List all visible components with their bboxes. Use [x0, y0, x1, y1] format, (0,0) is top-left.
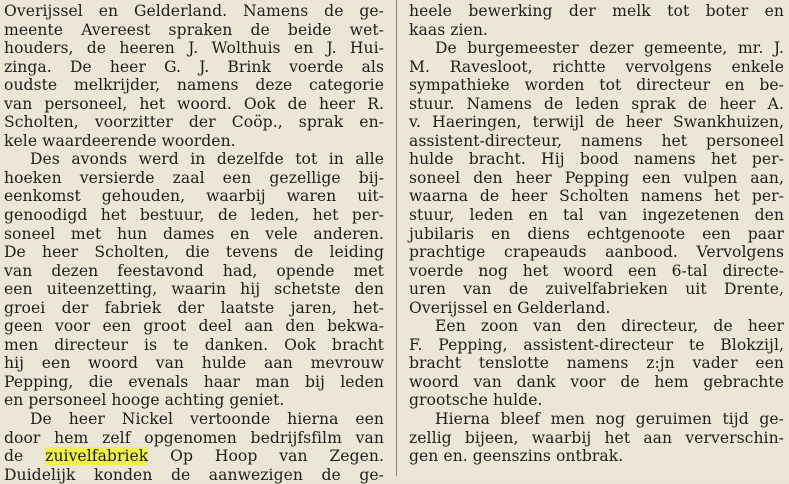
text-line: stuur, leden en tal van ingezetenen den: [409, 206, 784, 225]
text-line: stuur. Namens de leden sprak de heer A.: [409, 94, 784, 113]
text-line: Hierna bleef men nog geruimen tijd ge-: [435, 410, 784, 429]
text-line: uren van de zuivelfabrieken uit Drente,: [409, 280, 784, 299]
text-line: hulde bracht. Hij bood namens het per-: [409, 150, 784, 169]
text-line: soneel met hun dames en vele anderen.: [4, 224, 384, 243]
left-text-column: [4, 2, 384, 484]
text-line: prachtige crapeauds aanbood. Vervolgens: [409, 243, 784, 262]
column-divider: [396, 0, 397, 476]
text-line: grootsche hulde.: [409, 391, 543, 410]
text-line: M. Ravesloot, richtte vervolgens enkele: [409, 57, 784, 76]
text-line: oudste melkrijder, namens deze categorie: [4, 76, 384, 95]
text-line: v. Haeringen, terwijl de heer Swankhuizen,: [409, 113, 784, 132]
text-line: men directeur is te danken. Ook bracht: [4, 335, 384, 354]
text-line: assistent-directeur, namens het personeel: [409, 131, 784, 150]
text-line: heele bewerking der melk tot boter en: [409, 2, 784, 20]
text-line: kele waardeerende woorden.: [4, 131, 236, 150]
text-line: groei der fabriek der laatste jaren, het-: [4, 298, 384, 317]
text-line: Scholten, voorzitter der Coöp., sprak en-: [4, 113, 384, 132]
text-line: van dezen feestavond had, opende met: [4, 261, 384, 280]
text-line: [4, 447, 384, 466]
text-line: gen en. geenszins ontbrak.: [409, 447, 624, 466]
text-line: Pepping, die evenals haar man bij leden: [4, 372, 384, 391]
text-line: hij een woord van hulde aan mevrouw: [4, 354, 384, 373]
text-line: De heer Nickel vertoonde hierna een: [30, 410, 384, 429]
text-line: zinga. De heer G. J. Brink voerde als: [4, 57, 384, 76]
text-line: jubilaris en diens echtgenoote een paar: [409, 224, 784, 243]
text-line: en personeel hooge achting geniet.: [4, 391, 285, 410]
text-line: meente Avereest spraken de beide wet-: [4, 20, 384, 39]
text-line: Overijssel en Gelderland. Namens de ge-: [4, 2, 384, 20]
text-line: sympathieke worden tot directeur en be-: [409, 76, 784, 95]
text-line: F. Pepping, assistent-directeur te Blokzijl,: [409, 335, 784, 354]
highlighted-search-term: zuivelfabriek: [45, 447, 149, 466]
text-line: bracht tenslotte namens z:jn vader een: [409, 354, 784, 373]
text-line: houders, de heeren J. Wolthuis en J. Hui-: [4, 39, 384, 58]
text-line: een uiteenzetting, waarin hij schetste den: [4, 280, 384, 299]
text-line: waarna de heer Scholten namens het per-: [409, 187, 784, 206]
text-segment: Op Hoop van Zegen.: [148, 447, 384, 466]
text-line: soneel den heer Pepping een vulpen aan,: [409, 168, 784, 187]
text-line: Een zoon van den directeur, de heer: [435, 317, 784, 336]
text-line: woord van dank voor de hem gebrachte: [409, 372, 784, 391]
text-line: geen voor een groot deel aan den bekwa-: [4, 317, 384, 336]
text-line: Overijssel en Gelderland.: [409, 298, 611, 317]
text-line: kaas zien.: [409, 20, 488, 39]
text-line: zellig bijeen, waarbij het aan ververschin-: [409, 428, 784, 447]
text-line: Des avonds werd in dezelfde tot in alle: [30, 150, 384, 169]
text-line: voerde nog het woord een 6-tal directe-: [409, 261, 784, 280]
text-segment: de: [4, 447, 46, 466]
text-line: eenkomst gehouden, waarbij waren uit-: [4, 187, 384, 206]
text-line: genoodigd het bestuur, de leden, het per-: [4, 206, 384, 225]
text-line: Duidelijk konden de aanwezigen de ge-: [4, 465, 384, 484]
text-line: De heer Scholten, die tevens de leiding: [4, 243, 384, 262]
text-line: door hem zelf opgenomen bedrijfsfilm van: [4, 428, 384, 447]
right-text-column: [409, 2, 784, 466]
text-line: hoeken versierde zaal een gezellige bij-: [4, 168, 384, 187]
text-line: De burgemeester dezer gemeente, mr. J.: [435, 39, 784, 58]
text-line: van personeel, het woord. Ook de heer R.: [4, 94, 384, 113]
